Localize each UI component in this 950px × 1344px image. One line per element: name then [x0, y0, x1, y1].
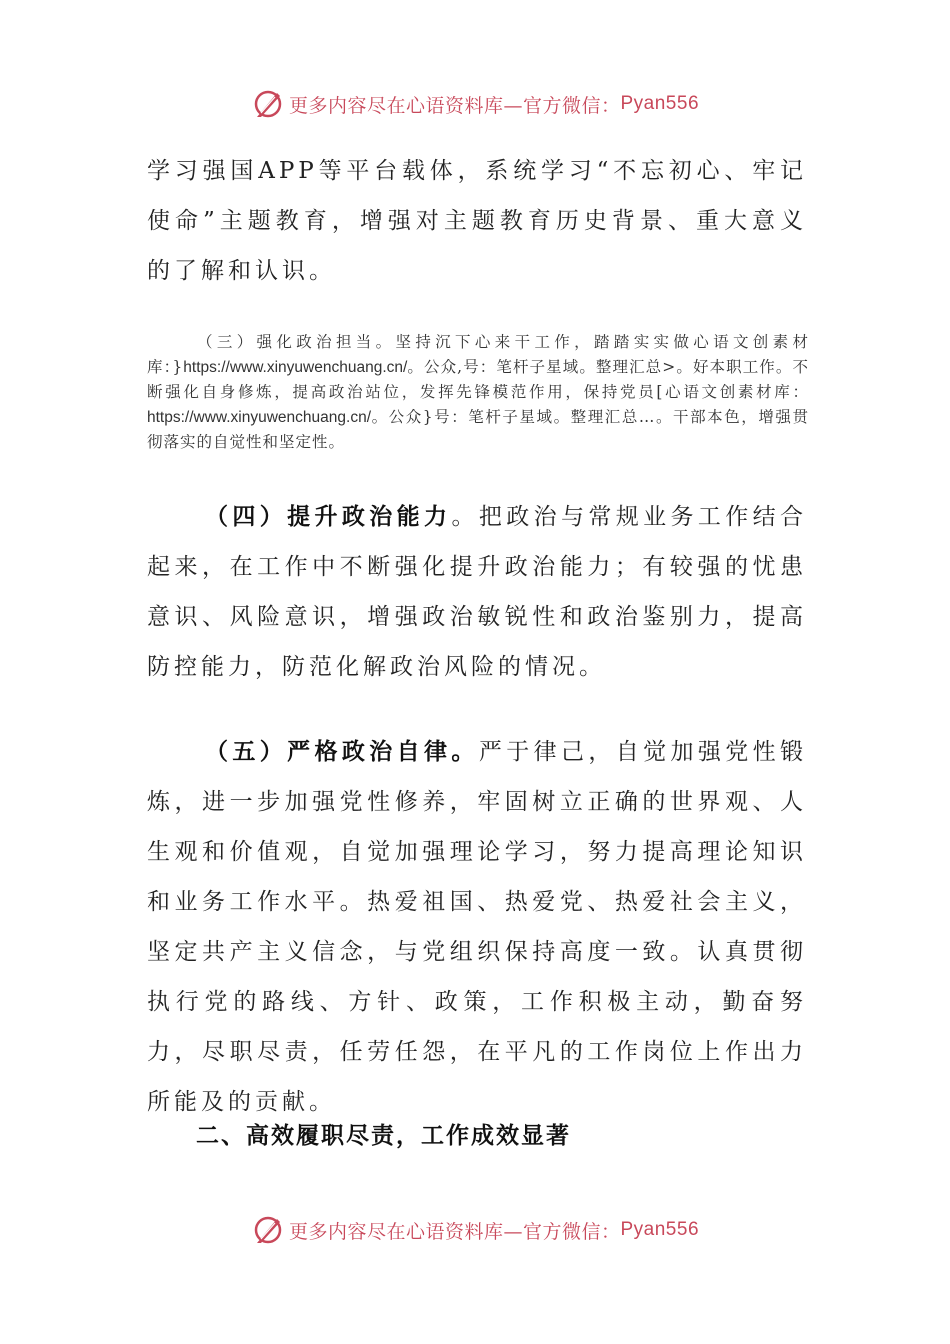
quill-logo-icon [251, 1213, 285, 1247]
watermark-text: 更多内容尽在心语资料库—官方微信： [288, 94, 621, 117]
watermark-header [0, 84, 950, 124]
watermark-footer [0, 1210, 950, 1250]
section-heading: 二、高效履职尽责，工作成效显著 [196, 1122, 571, 1149]
watermark-wechat-id: Pyan556 [620, 93, 700, 114]
paragraph-study-platform: 学习强国APP等平台载体，系统学习“不忘初心、牢记使命”主题教育，增强对主题教育历史背景、重大意义的了解和认识。 [147, 158, 807, 284]
watermark-wechat-id: Pyan556 [620, 1219, 700, 1240]
url-link: https://www.xinyuwenchuang.cn/ [147, 409, 372, 426]
paragraph-political-responsibility [147, 330, 809, 455]
paragraph-body: 。把政治与常规业务工作结合起来，在工作中不断强化提升政治能力；有较强的忧患意识、风险意识，增强政治敏锐性和政治鉴别力，提高防控能力，防范化解政治风险的情况。 [147, 504, 808, 680]
text-segment: （三）强化政治担当。坚持沉下心来干工作，踏踏实实做心语文创素材库：} [147, 333, 809, 376]
quill-logo-icon [251, 87, 285, 121]
text-segment: 。公众}号：笔杆子星域。整理汇总…。干部本色，增强贯彻落实的自觉性和坚定性。 [147, 408, 809, 451]
text-segment: 。公众,号：笔杆子星域。整理汇总>。好本职工作。不断强化自身修炼，提高政治站位，发挥先锋模范作用，保持党员[心语文创素材库： [147, 358, 809, 401]
paragraph-political-ability [147, 492, 807, 692]
url-link: https://www.xinyuwenchuang.cn/ [183, 359, 408, 376]
paragraph-political-discipline [147, 727, 807, 1127]
paragraph-body: 严于律己，自觉加强党性锻炼，进一步加强党性修养，牢固树立正确的世界观、人生观和价值观，自觉加强理论学习，努力提高理论知识和业务工作水平。热爱祖国、热爱党、热爱社会主义，坚定共产主义信念，与党组织保持高度一致。认真贯彻执行党的路线、方针、政策，工作积极主动，勤奋努力，尽职尽责，任劳任怨，在平凡的工作岗位上作出力所能及的贡献。 [147, 739, 808, 1115]
paragraph-lead: （五）严格政治自律。 [205, 738, 479, 765]
watermark-text: 更多内容尽在心语资料库—官方微信： [288, 1220, 621, 1243]
paragraph-lead: （四）提升政治能力 [205, 503, 452, 530]
